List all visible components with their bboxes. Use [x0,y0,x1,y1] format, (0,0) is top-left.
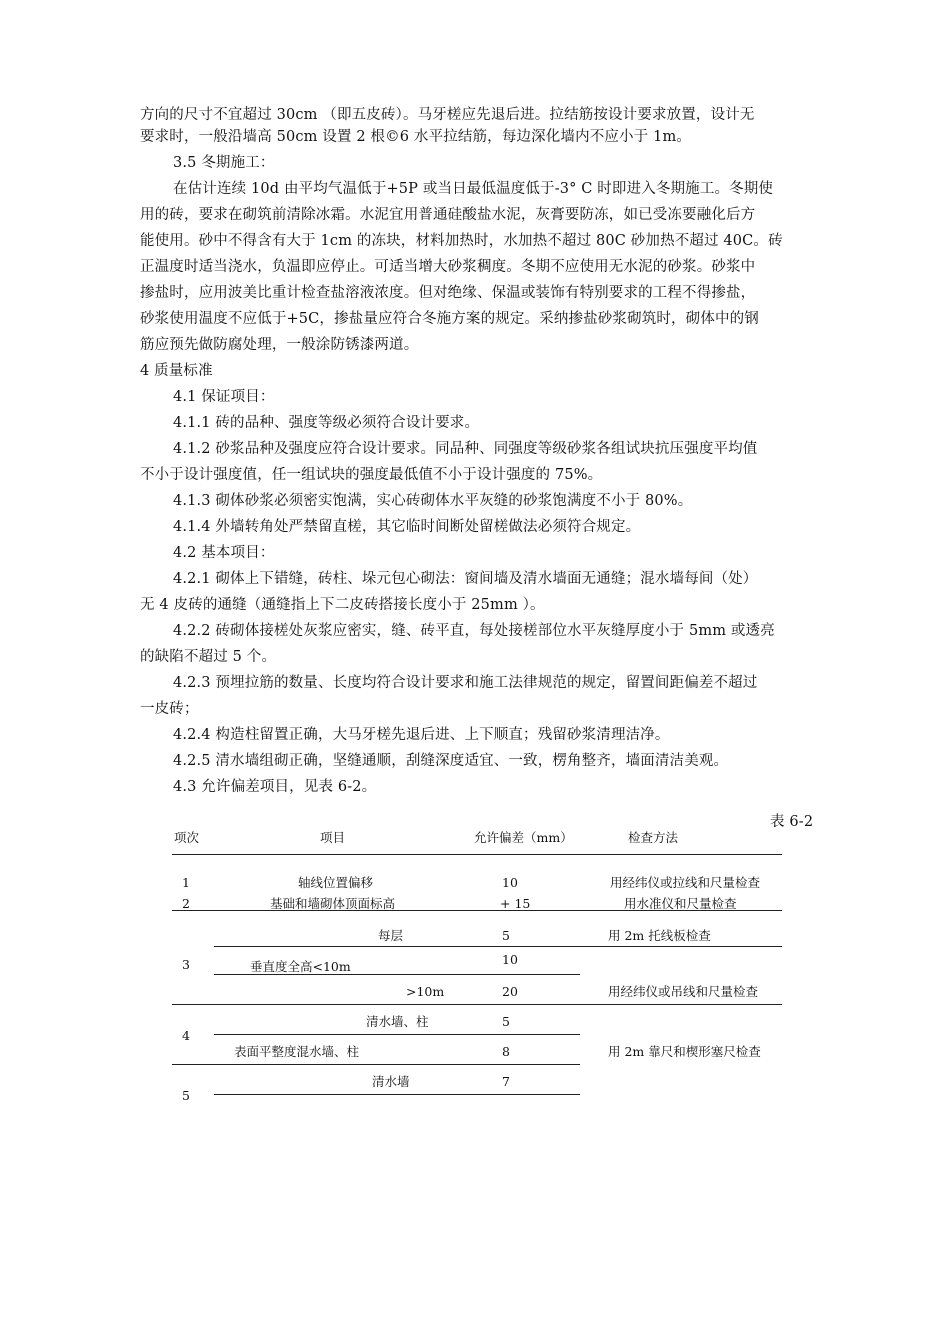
body-line: 4.3 允许偏差项目，见表 6-2。 [173,779,377,795]
table-cell-item: 清水墙 [372,1074,410,1089]
table-cell-no: 3 [182,957,190,972]
table-cell-tolerance: 10 [502,875,518,890]
table-cell-tolerance: 7 [502,1074,510,1089]
body-line: 正温度时适当浇水，负温即应停止。可适当增大砂浆稠度。冬期不应使用无水泥的砂浆。砂浆中 [140,259,756,275]
table-rule [172,1004,782,1005]
table-cell-tolerance: 8 [502,1044,510,1059]
body-line: 4.1.2 砂浆品种及强度应符合设计要求。同品种、同强度等级砂浆各组试块抗压强度平均值 [173,441,758,457]
body-line: 4.1.3 砌体砂浆必须密实饱满，实心砖砌体水平灰缝的砂浆饱满度不小于 80%。 [173,493,693,509]
table-cell-tolerance: + 15 [500,896,531,911]
table-cell-no: 2 [182,896,190,911]
body-line: 4.2.3 预埋拉筋的数量、长度均符合设计要求和施工法律规范的规定，留置间距偏差不超过 [173,675,758,691]
body-line: 筋应预先做防腐处理，一般涂防锈漆两道。 [140,337,419,353]
body-line: 要求时，一般沿墙高 50cm 设置 2 根©6 水平拉结筋，每边深化墙内不应小于 1m。 [140,129,691,145]
table-header-no: 项次 [174,830,200,845]
table-rule [214,1094,580,1095]
table-caption: 表 6-2 [770,814,814,830]
body-line: 一皮砖； [140,701,199,717]
table-rule [214,1034,580,1035]
table-cell-method: 用 2m 托线板检查 [608,928,711,943]
chapter-heading: 4 质量标准 [140,363,213,379]
table-cell-item: 清水墙、柱 [366,1014,429,1029]
table-rule [172,854,782,855]
table-cell-no: 5 [182,1088,190,1103]
table-cell-item: 轴线位置偏移 [298,875,374,890]
body-line: 方向的尺寸不宜超过 30cm （即五皮砖）。马牙槎应先退后进。拉结筋按设计要求放置，设计无 [140,107,755,123]
body-line: 4.2.5 清水墙组砌正确，坚缝通顺，刮缝深度适宜、一致，楞角整齐，墙面清洁美观。 [173,753,729,769]
table-header-tolerance: 允许偏差（mm） [474,830,573,845]
table-rule [214,974,580,975]
body-line: 4.2.4 构造柱留置正确，大马牙槎先退后进、上下顺直；残留砂浆清理洁净。 [173,727,670,743]
table-cell-tolerance: 5 [502,1014,510,1029]
table-cell-item: >10m [406,984,445,999]
body-line: 在估计连续 10d 由平均气温低于+5P 或当日最低温度低于-3° C 时即进入冬期施工。冬期使 [173,181,774,197]
table-rule [214,946,782,947]
body-line: 的缺陷不超过 5 个。 [140,649,277,665]
section-heading: 4.2 基本项目： [173,545,275,561]
table-cell-method: 用水准仪和尺量检查 [624,896,737,911]
table-cell-tolerance: 20 [502,984,518,999]
section-heading: 3.5 冬期施工： [173,155,275,171]
table-rule [172,1064,580,1065]
body-line: 能使用。砂中不得含有大于 1cm 的冻块，材料加热时，水加热不超过 80C 砂加热不超过 40C。砖 [140,233,783,249]
body-line: 4.1.4 外墙转角处严禁留直槎，其它临时间断处留槎做法必须符合规定。 [173,519,641,535]
table-cell-method: 用经纬仪或吊线和尺量检查 [608,984,759,999]
table-cell-item: 基础和墙砌体顶面标高 [270,896,396,911]
table-cell-method: 用经纬仪或拉线和尺量检查 [610,875,761,890]
body-line: 4.2.2 砖砌体接槎处灰浆应密实，缝、砖平直，每处接槎部位水平灰缝厚度小于 5mm 或透亮 [173,623,775,639]
table-cell-no: 4 [182,1028,190,1043]
body-line: 4.2.1 砌体上下错缝，砖柱、垛元包心砌法：窗间墙及清水墙面无通缝；混水墙每间（处） [173,571,758,587]
table-cell-item: 表面平整度混水墙、柱 [234,1044,360,1059]
table-cell-tolerance: 5 [502,928,510,943]
body-line: 不小于设计强度值，任一组试块的强度最低值不小于设计强度的 75%。 [140,467,603,483]
table-cell-tolerance: 10 [502,952,518,967]
table-header-method: 检查方法 [628,830,679,845]
table-cell-method: 用 2m 靠尺和楔形塞尺检查 [608,1044,761,1059]
body-line: 4.1.1 砖的品种、强度等级必须符合设计要求。 [173,415,480,431]
table-header-item: 项目 [320,830,346,845]
table-cell-item: 垂直度全高<10m [250,959,351,974]
section-heading: 4.1 保证项目： [173,389,275,405]
body-line: 用的砖，要求在砌筑前清除冰霜。水泥宜用普通硅酸盐水泥，灰膏要防冻，如已受冻要融化后方 [140,207,756,223]
body-line: 砂浆使用温度不应低于+5C，掺盐量应符合冬施方案的规定。采纳掺盐砂浆砌筑时，砌体中的钢 [140,311,759,327]
table-cell-no: 1 [182,875,190,890]
body-line: 无 4 皮砖的通缝（通缝指上下二皮砖搭接长度小于 25mm ）。 [140,597,545,613]
table-cell-item: 每层 [378,928,404,943]
body-line: 掺盐时，应用波美比重计检查盐溶液浓度。但对绝缘、保温或装饰有特别要求的工程不得掺盐， [140,285,756,301]
